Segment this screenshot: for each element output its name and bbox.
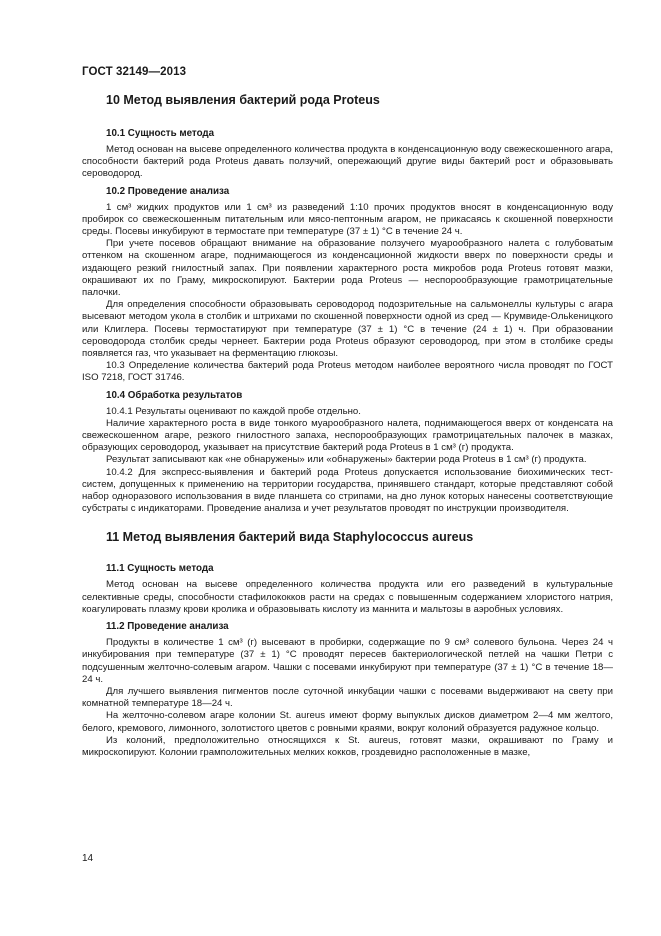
paragraph: Для определения способности образовывать сероводород подозрительные на сальмонеллы культуры с агара высевают методом укола в столбик и штрихами по скошенной поверхности одной из сред — Крумвиде-Ольkеницкого или Клиглера. Посевы термостатируют при температуре (37 ± 1) °С в течение (24 ± 1) ч. При образовании сероводорода столбик среды чернеет. Бактерии рода Proteus образуют сероводород, при этом в столбике среды появляется газ, что указывает на ферментацию глюкозы. bbox=[82, 299, 613, 360]
paragraph: 10.3 Определение количества бактерий рода Proteus методом наиболее вероятного числа проводят по ГОСТ ISO 7218, ГОСТ 31746. bbox=[82, 360, 613, 384]
document-id: ГОСТ 32149—2013 bbox=[82, 66, 187, 78]
subsection-heading: 10.1 Сущность метода bbox=[106, 128, 215, 139]
paragraph: 10.4.2 Для экспресс-выявления и бактерий рода Proteus допускается использование биохимических тест-систем, допущенных к применению на территории государства, принявшего стандарт, которые представляют собой набор одноразового использования в виде планшета со стрипами, на дно лунок которых нанесены соответствующие субстраты с индикаторами. Проведение анализа и учет результатов проводят по инструкции производителя. bbox=[82, 466, 613, 515]
section-heading: 10 Метод выявления бактерий рода Proteus bbox=[106, 93, 380, 107]
paragraph: При учете посевов обращают внимание на образование ползучего муарообразного налета с голубоватым оттенком на скошенном агаре, поднимающегося из конденсационной жидкости вверх по поверхности среды и издающего резкий гнилостный запах. При появлении характерного роста микробов рода Proteus готовят мазки, окрашивают их по Граму, микроскопируют. Бактерии рода Proteus — неспорообразующие грамотрицательные палочки. bbox=[82, 238, 613, 299]
paragraph: Для лучшего выявления пигментов после суточной инкубации чашки с посевами выдерживают на свету при комнатной температуре 18—24 ч. bbox=[82, 685, 613, 710]
paragraph: Из колоний, предположительно относящихся к St. aureus, готовят мазки, окрашивают по Граму и микроскопируют. Колонии грамположительных мелких кокков, гроздевидно расположенные в мазке, bbox=[82, 734, 613, 758]
paragraph: Метод основан на высеве определенного количества продукта в конденсационную воду свежескошенного агара, способности бактерий рода Proteus давать ползучий, опережающий другие виды бактерий рост и образовывать сероводород. bbox=[82, 144, 613, 180]
subsection-heading: 10.4 Обработка результатов bbox=[106, 389, 243, 401]
subsection-heading: 11.1 Сущность метода bbox=[106, 563, 214, 575]
paragraph: Результат записывают как «не обнаружены» или «обнаружены» бактерии рода Proteus в 1 см³ (г) продукта. bbox=[106, 454, 587, 466]
paragraph: Продукты в количестве 1 см³ (г) высевают в пробирки, содержащие по 9 см³ солевого бульона. Через 24 ч инкубирования при температуре (37 ± 1) °С проводят пересев бактериологической петлей на чашки Петри с подсушенным желточно-солевым агаром. Чашки с посевами инкубируют при температуре (37 ± 1) °С в течение 18—24 ч. bbox=[82, 637, 613, 685]
paragraph: Метод основан на высеве определенного количества продукта или его разведений в культуральные селективные среды, способности стафилококков расти на средах с повышенным содержанием хлористого натрия, коагулировать плазму крови кролика и образовывать кислоту из маннита и мальтозы в аэробных условиях. bbox=[82, 579, 613, 615]
paragraph: Наличие характерного роста в виде тонкого муарообразного налета, поднимающегося вверх от конденсата на свежескошенном агаре, резкого гнилостного запаха, неспорообразующих грамотрицательных палочек в мазках, образующих сероводород, указывает на присутствие бактерий рода Proteus в 1 см³ (г) продукта. bbox=[82, 417, 613, 454]
page-number: 14 bbox=[82, 853, 94, 864]
subsection-heading: 11.2 Проведение анализа bbox=[106, 621, 229, 633]
section-heading: 11 Метод выявления бактерий вида Staphylococcus aureus bbox=[106, 530, 474, 545]
document-body bbox=[82, 93, 613, 759]
subsection-heading: 10.2 Проведение анализа bbox=[106, 185, 230, 197]
paragraph: На желточно-солевом агаре колонии St. aureus имеют форму выпуклых дисков диаметром 2—4 мм желтого, белого, кремового, лимонного, золотистого цветов с ровными краями, вокруг колоний образуется радужное кольцо. bbox=[82, 710, 613, 734]
paragraph: 1 см³ жидких продуктов или 1 см³ из разведений 1:10 прочих продуктов вносят в конденсационную воду пробирок со свежескошенным питательным или мясо-пептонным агаром, не прикасаясь к скошенной поверхности среды. Посевы инкубируют в термостате при температуре (37 ± 1) °С в течение 24 ч. bbox=[82, 201, 613, 238]
paragraph: 10.4.1 Результаты оценивают по каждой пробе отдельно. bbox=[106, 405, 361, 417]
